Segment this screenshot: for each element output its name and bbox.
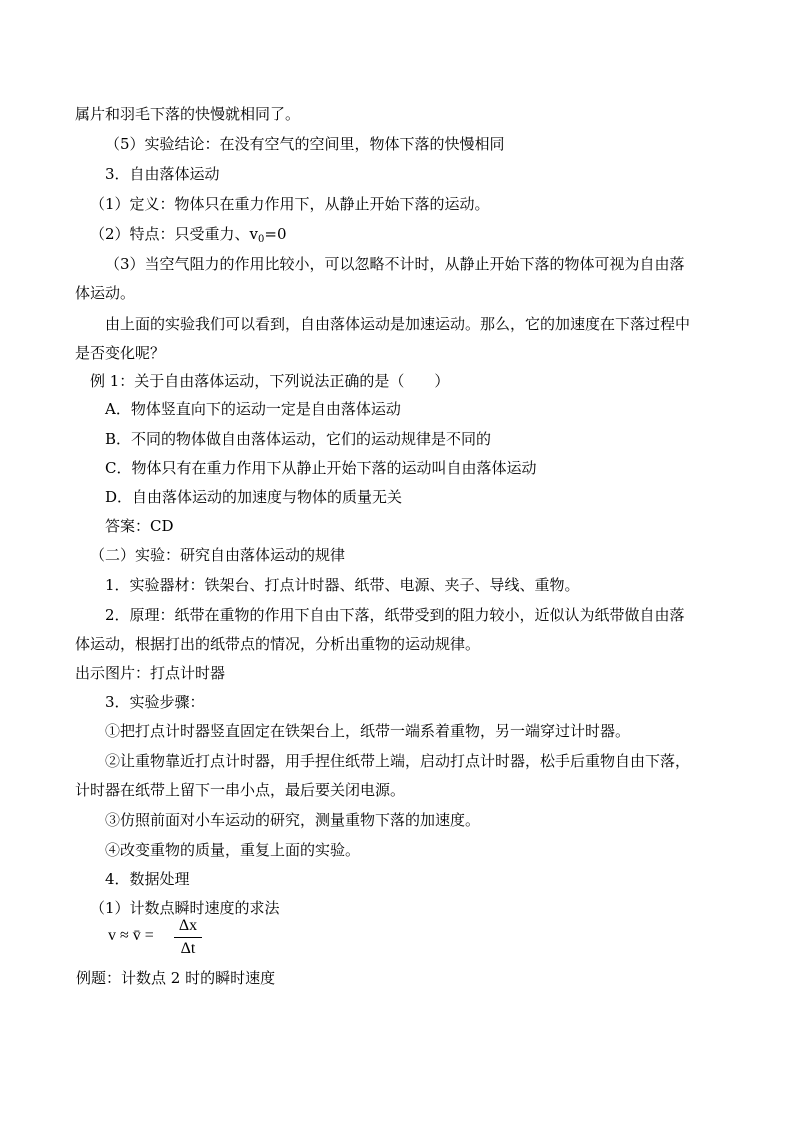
paragraph-line: 体运动。: [75, 284, 136, 302]
paragraph-line: （1）定义：物体只在重力作用下，从静止开始下落的运动。: [90, 195, 490, 213]
example-question: 例 1：关于自由落体运动，下列说法正确的是（ ）: [90, 372, 450, 390]
paragraph-line: 属片和羽毛下落的快慢就相同了。: [75, 105, 301, 123]
step-item-continued: 计时器在纸带上留下一串小点，最后要关闭电源。: [75, 781, 406, 799]
features-equals: =0: [264, 225, 287, 243]
step-item: ①把打点计时器竖直固定在铁架台上，纸带一端系着重物，另一端穿过计时器。: [105, 722, 631, 740]
velocity-formula: [108, 916, 228, 960]
fraction-bar: [174, 937, 202, 938]
formula-lhs: v ≈ v̄ =: [108, 927, 154, 944]
paragraph-line: 体运动，根据打出的纸带点的情况，分析出重物的运动规律。: [75, 635, 481, 653]
answer-line: 答案：CD: [105, 517, 174, 535]
paragraph-line: [90, 224, 287, 244]
option-c: C．物体只有在重力作用下从静止开始下落的运动叫自由落体运动: [105, 459, 537, 477]
step-item: ④改变重物的质量，重复上面的实验。: [105, 841, 361, 859]
section-heading: 3．自由落体运动: [105, 165, 220, 183]
section-heading: 4．数据处理: [105, 870, 190, 888]
subscript-zero: 0: [258, 234, 265, 245]
formula-denominator: Δt: [180, 940, 196, 957]
paragraph-line: 由上面的实验我们可以看到，自由落体运动是加速运动。那么，它的加速度在下落过程中: [105, 315, 691, 333]
section-heading: （二）实验：研究自由落体运动的规律: [90, 546, 346, 564]
option-a: A．物体竖直向下的运动一定是自由落体运动: [105, 400, 401, 418]
formula-fraction: [174, 916, 202, 959]
paragraph-line: （5）实验结论：在没有空气的空间里，物体下落的快慢相同: [105, 135, 505, 153]
option-d: D．自由落体运动的加速度与物体的质量无关: [105, 488, 403, 506]
step-item: ③仿照前面对小车运动的研究，测量重物下落的加速度。: [105, 811, 481, 829]
paragraph-line: 1．实验器材：铁架台、打点计时器、纸带、电源、夹子、导线、重物。: [105, 576, 580, 594]
paragraph-line: （1）计数点瞬时速度的求法: [90, 899, 280, 917]
paragraph-line: 例题：计数点 2 时的瞬时速度: [76, 969, 276, 987]
section-heading: 3．实验步骤：: [105, 693, 205, 711]
formula-numerator: Δx: [178, 917, 198, 934]
step-item: ②让重物靠近打点计时器，用手捏住纸带上端，启动打点计时器，松手后重物自由下落，: [105, 752, 691, 770]
paragraph-line: （3）当空气阻力的作用比较小，可以忽略不计时，从静止开始下落的物体可视为自由落: [105, 255, 685, 273]
paragraph-line: 2．原理：纸带在重物的作用下自由下落，纸带受到的阻力较小，近似认为纸带做自由落: [105, 606, 685, 624]
features-text: （2）特点：只受重力、v: [90, 225, 259, 243]
paragraph-line: 出示图片：打点计时器: [75, 664, 226, 682]
paragraph-line: 是否变化呢？: [75, 344, 166, 362]
option-b: B．不同的物体做自由落体运动，它们的运动规律是不同的: [105, 430, 492, 448]
